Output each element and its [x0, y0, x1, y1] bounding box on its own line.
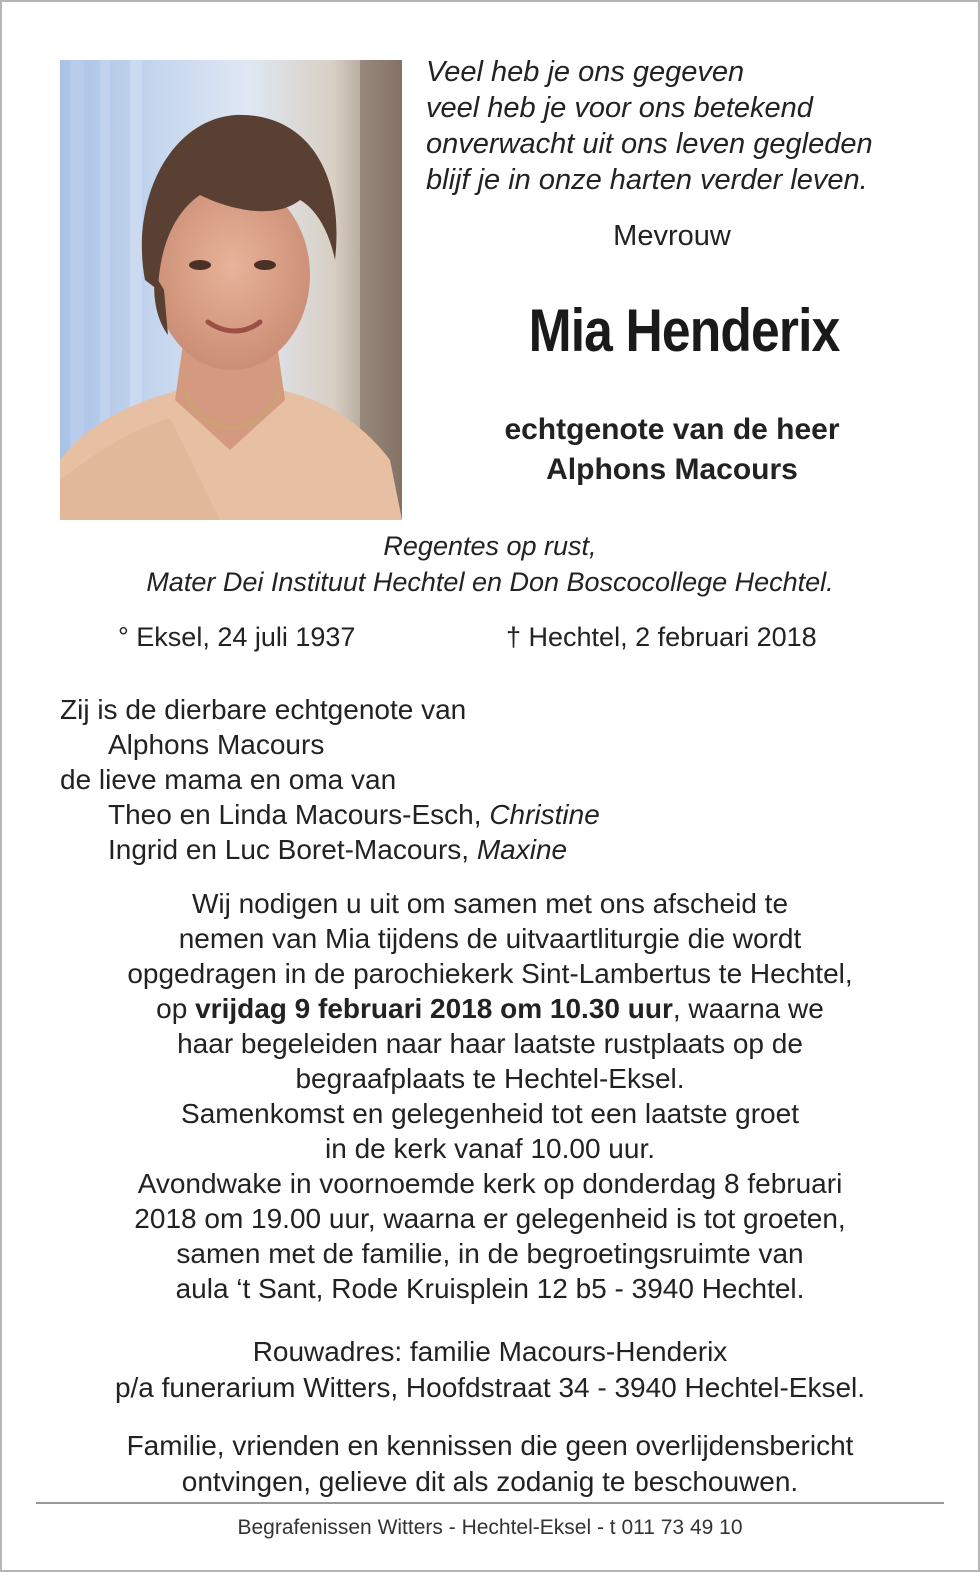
divider	[36, 1502, 944, 1504]
poem-line: blijf je in onze harten verder leven.	[426, 164, 868, 196]
family-child	[60, 832, 600, 867]
invitation-line: 2018 om 19.00 uur, waarna er gelegenheid is tot groeten,	[134, 1203, 846, 1234]
death-date: † Hechtel, 2 februari 2018	[506, 622, 817, 652]
occupation-line: Mater Dei Instituut Hechtel en Don Boscocollege Hechtel.	[146, 567, 834, 597]
memorial-poem	[426, 54, 946, 198]
invitation-line: begraafplaats te Hechtel-Eksel.	[295, 1063, 685, 1094]
deceased-name: Mia Henderix	[528, 297, 840, 364]
invitation-line	[22, 991, 958, 1026]
occupation-line: Regentes op rust,	[383, 531, 597, 561]
invitation-line: samen met de familie, in de begroetingsruimte van	[176, 1238, 804, 1269]
poem-line: Veel heb je ons gegeven	[426, 56, 745, 88]
family-line: de lieve mama en oma van	[60, 764, 397, 795]
poem-line: onverwacht uit ons leven gegleden	[426, 128, 873, 160]
ceremony-datetime: vrijdag 9 februari 2018 om 10.30 uur	[195, 993, 673, 1024]
family-spouse: Alphons Macours	[108, 729, 325, 760]
spouse-name: Alphons Macours	[546, 453, 798, 486]
notice-line: Familie, vrienden en kennissen die geen overlijdensbericht	[126, 1430, 854, 1461]
family-line: Zij is de dierbare echtgenote van	[60, 694, 467, 725]
poem-line: veel heb je voor ons betekend	[426, 92, 813, 124]
address-line: Rouwadres: familie Macours-Henderix	[252, 1336, 728, 1367]
invitation-text: , waarna we	[672, 993, 824, 1024]
invitation-line: nemen van Mia tijdens de uitvaartliturgie die wordt	[178, 923, 802, 954]
notice	[2, 1428, 978, 1500]
invitation-line: Wij nodigen u uit om samen met ons afscheid te	[191, 888, 789, 919]
invitation-text: op	[156, 993, 188, 1024]
family-child	[60, 797, 600, 832]
grandchild-name: Maxine	[476, 834, 568, 865]
family-list	[60, 692, 600, 867]
spouse-block	[402, 410, 942, 490]
child-name: Theo en Linda Macours-Esch,	[108, 799, 482, 830]
funeral-invitation	[22, 886, 958, 1306]
mourning-address	[2, 1334, 978, 1406]
birth-date: ° Eksel, 24 juli 1937	[118, 622, 356, 652]
occupation-block	[2, 528, 978, 600]
invitation-line: Avondwake in voornoemde kerk op donderdag 8 februari	[137, 1168, 843, 1199]
spouse-line: echtgenote van de heer	[504, 413, 840, 446]
invitation-line: Samenkomst en gelegenheid tot een laatste groet	[181, 1098, 799, 1129]
address-line: p/a funerarium Witters, Hoofdstraat 34 - 3940 Hechtel-Eksel.	[114, 1372, 866, 1403]
invitation-line: opgedragen in de parochiekerk Sint-Lambertus te Hechtel,	[127, 958, 853, 989]
portrait-image	[60, 60, 402, 520]
grandchild-name: Christine	[489, 799, 600, 830]
portrait-photo	[60, 60, 402, 520]
invitation-line: haar begeleiden naar haar laatste rustplaats op de	[177, 1028, 803, 1059]
funeral-home-footer: Begrafenissen Witters - Hechtel-Eksel - t 011 73 49 10	[237, 1516, 743, 1539]
invitation-line: in de kerk vanaf 10.00 uur.	[325, 1133, 655, 1164]
salutation: Mevrouw	[613, 220, 731, 252]
invitation-line: aula ‘t Sant, Rode Kruisplein 12 b5 - 3940 Hechtel.	[175, 1273, 805, 1304]
notice-line: ontvingen, gelieve dit als zodanig te beschouwen.	[181, 1466, 799, 1497]
child-name: Ingrid en Luc Boret-Macours,	[108, 834, 470, 865]
